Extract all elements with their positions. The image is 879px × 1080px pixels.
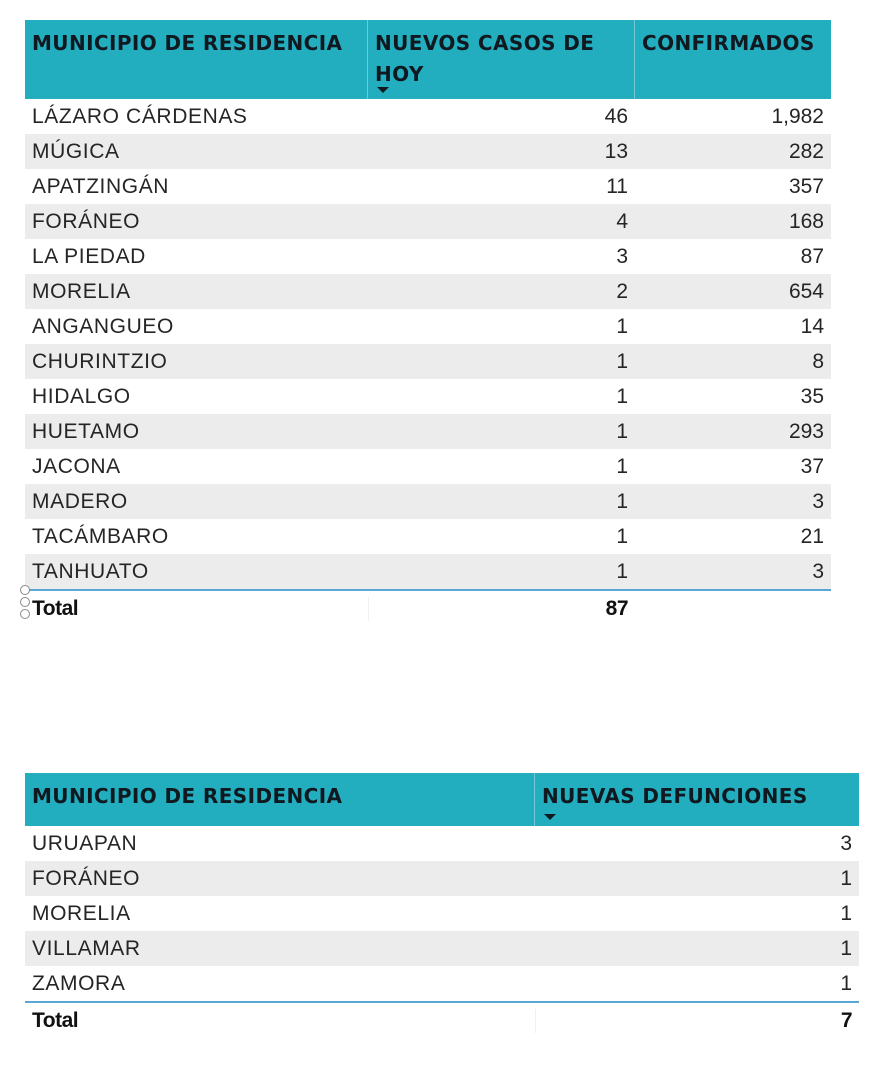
column-header-municipio[interactable]: MUNICIPIO DE RESIDENCIA [25, 20, 368, 99]
table-body [25, 826, 859, 1001]
column-header-nuevas-defunciones[interactable] [535, 773, 859, 826]
handle-dot[interactable] [20, 597, 30, 607]
cell-nuevos-casos: 1 [616, 524, 628, 548]
table-row[interactable] [25, 826, 859, 861]
resize-handle-icon[interactable] [20, 585, 32, 621]
cell-confirmados: 293 [788, 419, 824, 443]
cell-municipio: FORÁNEO [32, 866, 141, 890]
cell-confirmados: 3 [812, 559, 824, 583]
cell-confirmados: 14 [800, 314, 824, 338]
cell-nuevos-casos: 2 [616, 279, 628, 303]
cell-nuevos-casos: 1 [616, 559, 628, 583]
table-header [25, 773, 859, 826]
cell-nuevas-defunciones: 3 [840, 831, 852, 855]
handle-dot[interactable] [20, 609, 30, 619]
column-header-municipio[interactable]: MUNICIPIO DE RESIDENCIA [25, 773, 535, 826]
cell-nuevos-casos: 13 [604, 139, 628, 163]
cell-nuevos-casos: 1 [616, 384, 628, 408]
column-header-confirmados[interactable]: CONFIRMADOS [642, 31, 815, 55]
cell-confirmados: 35 [800, 384, 824, 408]
cell-nuevos-casos: 1 [616, 419, 628, 443]
new-deaths-table [25, 773, 859, 1039]
cell-municipio: ZAMORA [32, 971, 126, 995]
cell-confirmados: 282 [788, 139, 824, 163]
cell-municipio: JACONA [32, 454, 121, 478]
table-row[interactable] [25, 239, 831, 274]
cell-confirmados: 1,982 [771, 104, 824, 128]
table-row[interactable] [25, 449, 831, 484]
cell-confirmados: 8 [812, 349, 824, 373]
cell-nuevas-defunciones: 1 [840, 901, 852, 925]
table-row[interactable] [25, 379, 831, 414]
table-row[interactable] [25, 169, 831, 204]
total-nuevos-casos: 87 [368, 597, 635, 621]
cell-confirmados: 21 [800, 524, 824, 548]
cell-confirmados: 3 [812, 489, 824, 513]
cell-municipio: HIDALGO [32, 384, 131, 408]
cell-nuevos-casos: 1 [616, 314, 628, 338]
total-row [25, 589, 831, 627]
cell-nuevos-casos: 1 [616, 349, 628, 373]
cell-municipio: ANGANGUEO [32, 314, 174, 338]
sort-descending-icon[interactable] [377, 87, 389, 93]
column-header-nuevos-casos[interactable] [368, 20, 635, 99]
table-row[interactable] [25, 554, 831, 589]
cell-nuevos-casos: 4 [616, 209, 628, 233]
cell-municipio: MORELIA [32, 279, 131, 303]
table-row[interactable] [25, 309, 831, 344]
total-label: Total [32, 1009, 79, 1032]
cell-nuevos-casos: 46 [604, 104, 628, 128]
table-row[interactable] [25, 204, 831, 239]
column-header-label: NUEVAS DEFUNCIONES [542, 784, 808, 808]
column-header-label: NUEVOS CASOS DE HOY [375, 31, 595, 86]
cell-nuevas-defunciones: 1 [840, 936, 852, 960]
new-cases-table [25, 20, 831, 627]
table-row[interactable] [25, 414, 831, 449]
cell-confirmados: 87 [800, 244, 824, 268]
cell-confirmados: 168 [788, 209, 824, 233]
table-row[interactable] [25, 484, 831, 519]
cell-municipio: MADERO [32, 489, 128, 513]
cell-municipio: LÁZARO CÁRDENAS [32, 104, 248, 128]
cell-municipio: MÚGICA [32, 139, 120, 163]
cell-municipio: TANHUATO [32, 559, 149, 583]
table-header [25, 20, 831, 99]
total-nuevas-defunciones: 7 [535, 1009, 859, 1033]
table-row[interactable] [25, 274, 831, 309]
cell-nuevos-casos: 3 [616, 244, 628, 268]
cell-nuevos-casos: 1 [616, 489, 628, 513]
total-row [25, 1001, 859, 1039]
table-row[interactable] [25, 896, 859, 931]
table-row[interactable] [25, 134, 831, 169]
cell-nuevos-casos: 11 [606, 174, 628, 198]
cell-nuevas-defunciones: 1 [840, 971, 852, 995]
cell-municipio: TACÁMBARO [32, 524, 169, 548]
cell-nuevos-casos: 1 [616, 454, 628, 478]
cell-municipio: APATZINGÁN [32, 174, 170, 198]
handle-dot[interactable] [20, 585, 30, 595]
cell-municipio: VILLAMAR [32, 936, 141, 960]
cell-confirmados: 654 [788, 279, 824, 303]
cell-municipio: URUAPAN [32, 831, 138, 855]
cell-municipio: HUETAMO [32, 419, 140, 443]
cell-municipio: FORÁNEO [32, 209, 141, 233]
cell-confirmados: 357 [788, 174, 824, 198]
table-row[interactable] [25, 861, 859, 896]
table-row[interactable] [25, 519, 831, 554]
table-row[interactable] [25, 931, 859, 966]
cell-nuevas-defunciones: 1 [840, 866, 852, 890]
table-row[interactable] [25, 966, 859, 1001]
cell-municipio: LA PIEDAD [32, 244, 146, 268]
table-row[interactable] [25, 99, 831, 134]
table-row[interactable] [25, 344, 831, 379]
sort-descending-icon[interactable] [544, 814, 556, 820]
cell-municipio: MORELIA [32, 901, 131, 925]
total-label: Total [32, 597, 79, 620]
cell-municipio: CHURINTZIO [32, 349, 168, 373]
table-body [25, 99, 831, 589]
cell-confirmados: 37 [800, 454, 824, 478]
